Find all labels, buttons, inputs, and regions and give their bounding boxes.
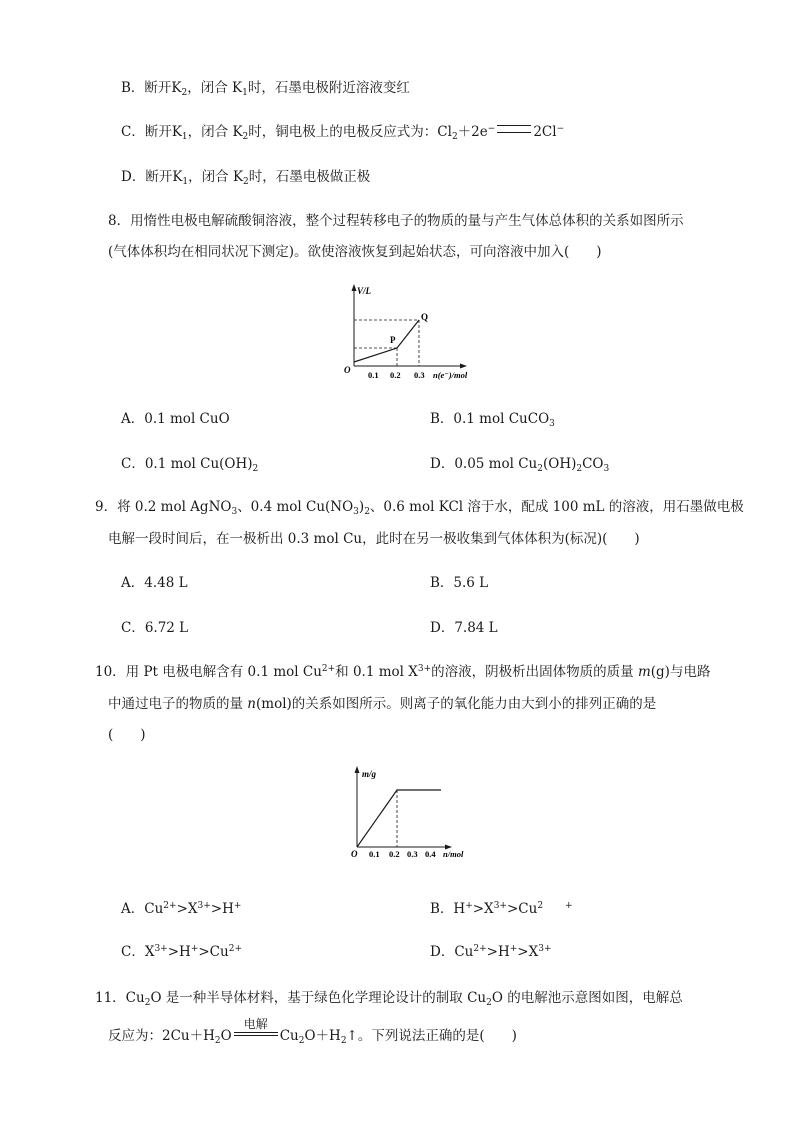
q7-option-b: B．断开$K_2$，闭合 $K_1$时，石墨电极附近溶液变红	[121, 80, 410, 98]
q7-option-c: C．断开$K_1$，闭合 $K_2$时，铜电极上的电极反应式为：$Cl_2+2e^-$ 2Cl−	[121, 124, 565, 142]
q8-option-c: C．0.1 mol $Cu(OH)_2$	[121, 456, 259, 474]
q8-tick-0.1: 0.1	[368, 370, 379, 380]
q8-curve	[354, 320, 419, 362]
q8-x-arrow	[460, 364, 467, 369]
q10-stem-line2: 中通过电子的物质的量 n(mol)的关系如图所示。则离子的氧化能力由大到小的排列正确的是	[108, 696, 657, 712]
q11-stem-line2: 反应为：$2Cu+H_2O$ 电解 $Cu_2O+H_2↑$。下列说法正确的是( )	[108, 1017, 517, 1046]
q8-tick-0.2: 0.2	[390, 370, 401, 380]
q9-option-d: D．7.84 L	[430, 620, 498, 636]
q10-tick-0.1: 0.1	[369, 849, 380, 859]
q7-option-d: D．断开$K_1$，闭合 $K_2$时，石墨电极做正极	[121, 169, 371, 187]
q8-y-arrow	[352, 284, 357, 291]
q8-y-label: V/L	[357, 286, 372, 296]
q8-option-d: D．0.05 mol $Cu_2(OH)_2CO_3$	[430, 456, 610, 474]
q8-origin: O	[344, 365, 351, 375]
q10-y-label: m/g	[362, 769, 377, 779]
q10-tick-0.3: 0.3	[407, 849, 418, 859]
equals-sign	[497, 125, 531, 133]
q10-option-c: C．$X^{3+}>H^+>Cu^{2+}$	[121, 944, 242, 960]
q8-stem-line2: (气体体积均在相同状况下测定)。欲使溶液恢复到起始状态，可向溶液中加入( )	[108, 244, 602, 260]
q9-option-c: C．6.72 L	[121, 620, 189, 636]
q10-stem-line3: ( )	[108, 727, 146, 743]
q8-point-q: Q	[421, 312, 429, 322]
q10-curve	[357, 790, 441, 847]
q11-stem-line1: 11．$Cu_2O$ 是一种半导体材料，基于绿色化学理论设计的制取 $Cu_2O$ 的电解池示意图如图，电解总	[95, 990, 683, 1008]
q10-tick-0.2: 0.2	[389, 849, 400, 859]
q10-figure	[340, 760, 480, 870]
q9-stem-line1: 9．将 0.2 mol AgNO$_3$、0.4 mol $Cu(NO_3)_2$、0.6 mol KCl 溶于水，配成 100 mL 的溶液，用石墨做电极	[95, 499, 744, 517]
q8-option-a: A．0.1 mol CuO	[121, 411, 230, 427]
q10-option-b: B．$H^+>X^{3+}>Cu^2$ +	[430, 901, 573, 917]
q8-tick-0.3: 0.3	[414, 370, 425, 380]
q9-option-a: A．4.48 L	[121, 575, 188, 591]
q10-stem-line1: 10．用 Pt 电极电解含有 0.1 mol $Cu^{2+}$和 0.1 mol $X^{3+}$的溶液，阴极析出固体物质的质量 m(g)与电路	[95, 664, 711, 680]
q8-option-b: B．0.1 mol CuCO$_3$	[430, 411, 555, 429]
q8-stem-line1: 8．用惰性电极电解硫酸铜溶液，整个过程转移电子的物质的量与产生气体总体积的关系如图所示	[108, 213, 684, 229]
q10-option-a: A．$Cu^{2+}>X^{3+}>H^+$	[121, 901, 242, 917]
q9-stem-line2: 电解一段时间后，在一极析出 0.3 mol Cu，此时在另一极收集到气体体积为(标况)( )	[108, 531, 640, 547]
q10-option-d: D．$Cu^{2+}>H^+>X^{3+}$	[430, 944, 552, 960]
q9-option-b: B．5.6 L	[430, 575, 489, 591]
q8-figure	[335, 280, 485, 385]
q10-x-label: n/mol	[443, 849, 464, 859]
electrolysis-condition: 电解	[234, 1028, 278, 1042]
q8-point-p: P	[390, 335, 396, 345]
q10-origin: O	[351, 849, 358, 859]
q8-x-label: n(e⁻)/mol	[433, 370, 468, 380]
q10-tick-0.4: 0.4	[425, 849, 436, 859]
q10-y-arrow	[355, 766, 360, 773]
